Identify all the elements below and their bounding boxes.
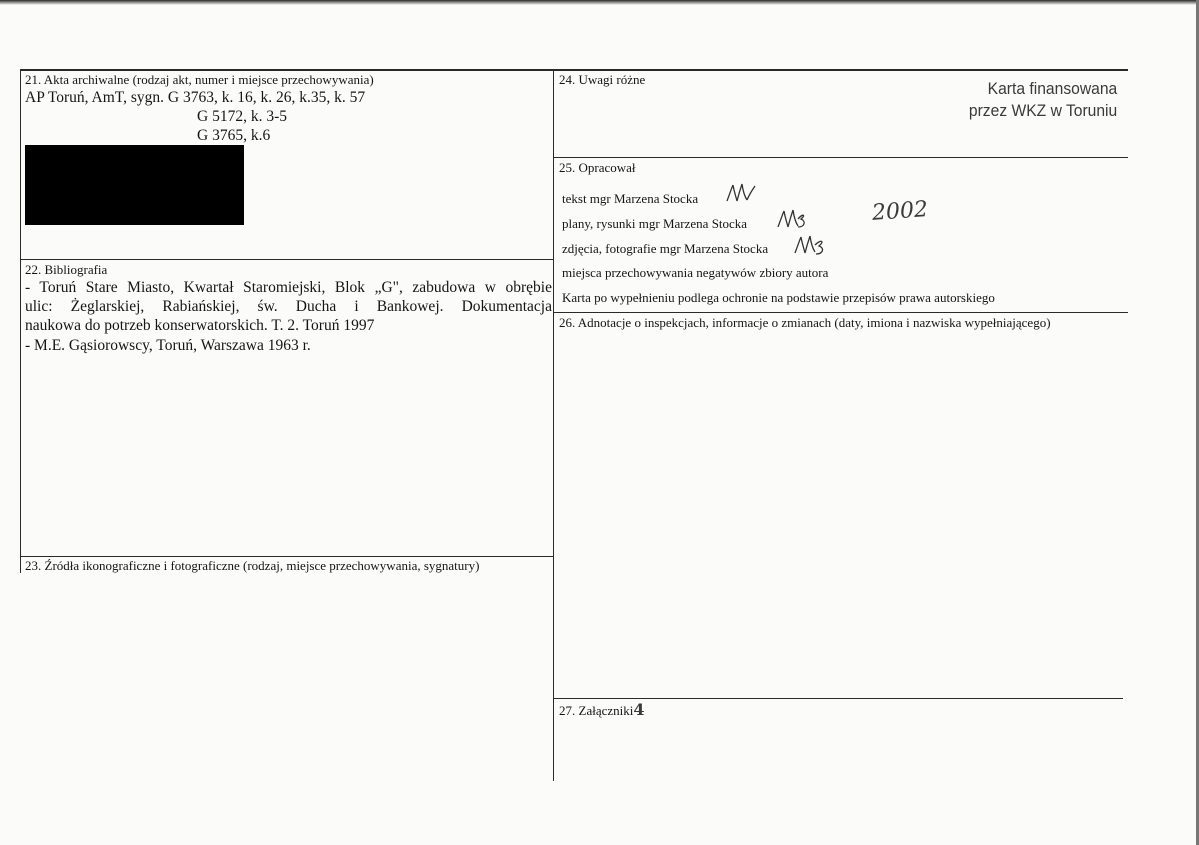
bibliography-line-1: - Toruń Stare Miasto, Kwartał Staromiejski, Blok „G", zabudowa w obrębie	[25, 279, 552, 296]
section-26-label: 26. Adnotacje o inspekcjach, informacje o zmianach (daty, imiona i nazwiska wypełniającego)	[559, 315, 1051, 330]
bibliography-line-2: ulic: Żeglarskiej, Rabiańskiej, św. Ducha i Bankowej. Dokumentacja	[25, 298, 552, 315]
handwritten-year: 2002	[871, 197, 929, 226]
photos-author-line: zdjęcia, fotografie mgr Marzena Stocka	[562, 241, 769, 256]
plans-author-line: plany, rysunki mgr Marzena Stocka	[562, 216, 748, 231]
bibliography-line-3: naukowa do potrzeb konserwatorskich. T. 2. Toruń 1997	[25, 317, 375, 334]
section-27-label	[559, 700, 645, 719]
stamp-line-2: przez WKZ w Toruniu	[968, 101, 1117, 120]
archival-line-1: AP Toruń, AmT, sygn. G 3763, k. 16, k. 26, k.35, k. 57	[25, 89, 366, 106]
initials-signature-3	[792, 233, 828, 257]
attachments-count: 4	[633, 700, 645, 719]
financing-stamp	[969, 78, 1117, 122]
center-divider-line	[553, 69, 554, 781]
divider-22-23	[20, 556, 554, 557]
archival-line-2: G 5172, k. 3-5	[197, 108, 287, 125]
divider-26-27	[553, 698, 1123, 699]
attachments-label-text: 27. Załączniki	[559, 703, 634, 718]
scan-top-edge	[0, 0, 1199, 5]
section-22-label: 22. Bibliografia	[25, 262, 108, 277]
copyright-protection-note: Karta po wypełnieniu podlega ochronie na podstawie przepisów prawa autorskiego	[562, 290, 995, 305]
section-24-label: 24. Uwagi różne	[559, 72, 646, 87]
stamp-line-1: Karta finansowana	[987, 79, 1117, 98]
section-25-label: 25. Opracował	[559, 160, 636, 175]
divider-25-26	[553, 312, 1128, 313]
initials-signature-2	[775, 207, 809, 231]
bibliography-line-4: - M.E. Gąsiorowscy, Toruń, Warszawa 1963 r.	[25, 337, 311, 354]
left-border-line	[20, 69, 21, 573]
initials-signature-1	[724, 181, 758, 205]
author-text-line: tekst mgr Marzena Stocka	[562, 191, 699, 206]
divider-24-25	[553, 157, 1128, 158]
negatives-location-line: miejsca przechowywania negatywów zbiory autora	[562, 265, 829, 280]
archival-line-3: G 3765, k.6	[197, 127, 271, 144]
divider-21-22	[20, 259, 554, 260]
top-border-line	[20, 69, 1128, 71]
section-21-label: 21. Akta archiwalne (rodzaj akt, numer i miejsce przechowywania)	[25, 72, 374, 87]
redaction-block	[25, 145, 244, 225]
section-23-label: 23. Źródła ikonograficzne i fotograficzne (rodzaj, miejsce przechowywania, sygnatury)	[25, 558, 480, 573]
